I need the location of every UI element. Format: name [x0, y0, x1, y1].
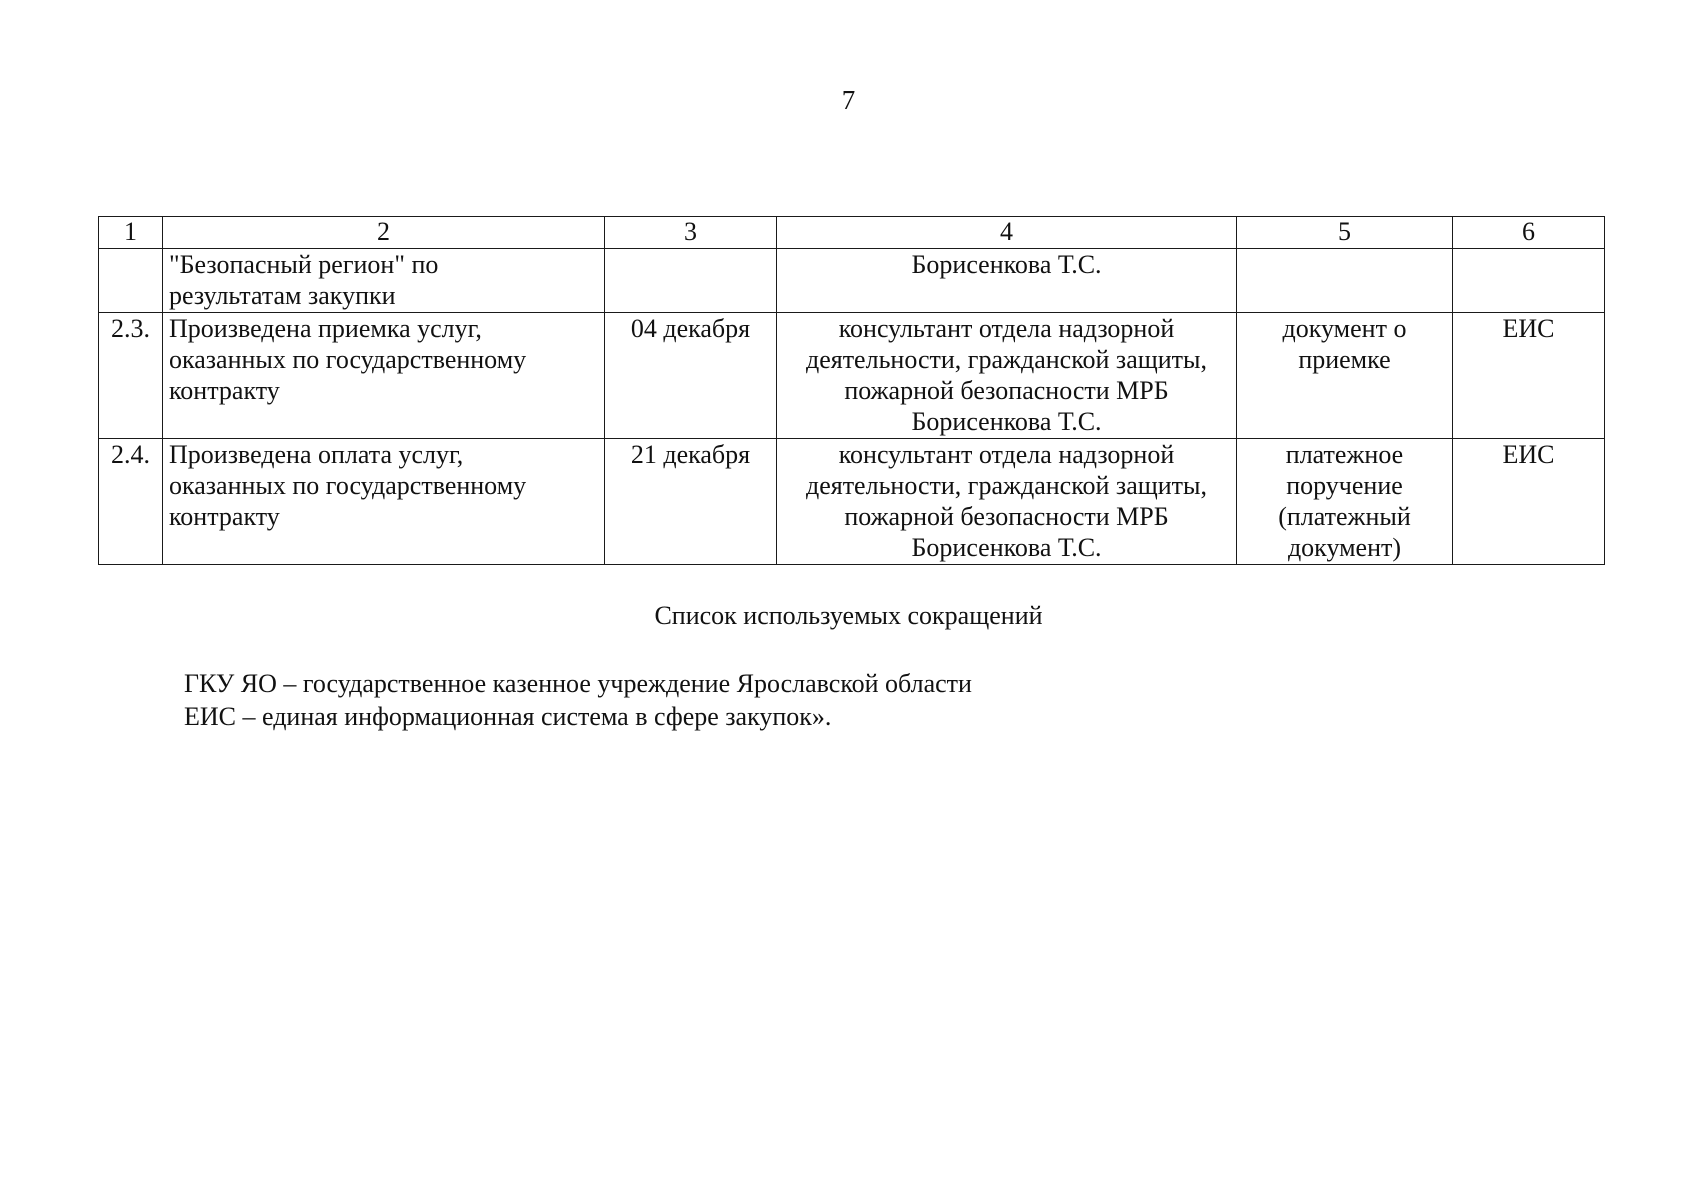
column-number: 3 — [605, 217, 777, 249]
responsible-cell — [777, 313, 1237, 439]
document-line: приемке — [1298, 345, 1391, 374]
abbreviations-list — [184, 667, 972, 733]
column-number: 4 — [777, 217, 1237, 249]
document-line: документ) — [1287, 533, 1402, 562]
responsible-line: Борисенкова Т.С. — [911, 250, 1102, 279]
event-line: оказанных по государственному — [169, 471, 527, 500]
date-cell: 21 декабря — [605, 439, 777, 565]
event-line: контракту — [169, 502, 280, 531]
date-cell: 04 декабря — [605, 313, 777, 439]
place-cell: ЕИС — [1453, 313, 1605, 439]
abbreviation-item: ГКУ ЯО – государственное казенное учреждение Ярославской области — [184, 669, 972, 698]
place-cell — [1453, 249, 1605, 313]
event-line: Произведена приемка услуг, — [169, 314, 482, 343]
event-line: контракту — [169, 376, 280, 405]
column-number: 1 — [99, 217, 163, 249]
responsible-line: пожарной безопасности МРБ — [844, 502, 1169, 531]
responsible-line: пожарной безопасности МРБ — [844, 376, 1169, 405]
document-cell — [1237, 249, 1453, 313]
responsible-line: консультант отдела надзорной — [838, 440, 1175, 469]
table-row — [99, 313, 1605, 439]
column-number: 6 — [1453, 217, 1605, 249]
event-cell — [163, 313, 605, 439]
responsible-line: Борисенкова Т.С. — [911, 407, 1102, 436]
document-line: поручение — [1286, 471, 1403, 500]
column-number: 5 — [1237, 217, 1453, 249]
document-line: (платежный — [1278, 502, 1411, 531]
responsible-line: деятельности, гражданской защиты, — [805, 345, 1208, 374]
document-line: платежное — [1285, 440, 1404, 469]
event-line: оказанных по государственному — [169, 345, 527, 374]
abbreviation-item: ЕИС – единая информационная система в сфере закупок». — [184, 702, 832, 731]
responsible-cell — [777, 439, 1237, 565]
event-cell — [163, 249, 605, 313]
row-number-cell: 2.3. — [99, 313, 163, 439]
responsible-line: консультант отдела надзорной — [838, 314, 1175, 343]
table-row — [99, 439, 1605, 565]
column-number-row — [99, 217, 1605, 249]
event-cell — [163, 439, 605, 565]
page-number: 7 — [841, 85, 856, 115]
event-line: результатам закупки — [169, 281, 396, 310]
row-number-cell: 2.4. — [99, 439, 163, 565]
activity-table — [98, 216, 1605, 565]
event-line: Произведена оплата услуг, — [169, 440, 464, 469]
column-number: 2 — [163, 217, 605, 249]
event-line: "Безопасный регион" по — [169, 250, 439, 279]
responsible-cell — [777, 249, 1237, 313]
place-cell: ЕИС — [1453, 439, 1605, 565]
abbreviations-title: Список используемых сокращений — [654, 601, 1043, 630]
responsible-line: Борисенкова Т.С. — [911, 533, 1102, 562]
row-number-cell — [99, 249, 163, 313]
document-cell — [1237, 439, 1453, 565]
document-line: документ о — [1282, 314, 1407, 343]
document-cell — [1237, 313, 1453, 439]
responsible-line: деятельности, гражданской защиты, — [805, 471, 1208, 500]
date-cell — [605, 249, 777, 313]
table-row — [99, 249, 1605, 313]
